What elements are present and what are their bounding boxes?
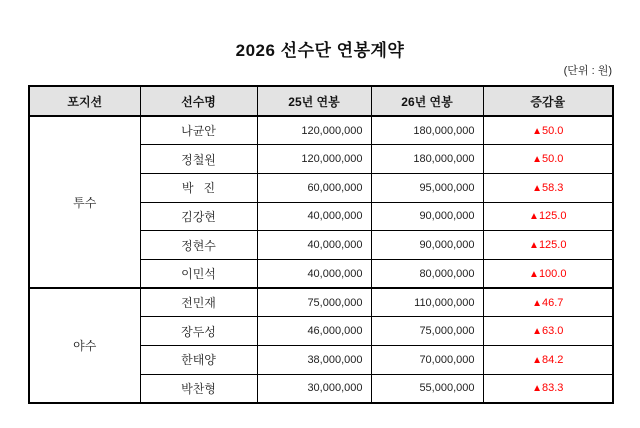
change-rate-cell	[483, 346, 613, 375]
change-rate-value: 58.3	[541, 181, 564, 194]
up-triangle-icon: ▲	[529, 268, 539, 280]
change-rate-cell	[483, 231, 613, 260]
change-rate-value: 50.0	[541, 124, 564, 137]
salary-2026-cell: 70,000,000	[371, 346, 483, 375]
salary-2026-cell: 80,000,000	[371, 259, 483, 288]
up-triangle-icon: ▲	[532, 326, 542, 338]
salary-2025-cell: 75,000,000	[257, 288, 371, 317]
player-name-cell: 박 진	[140, 173, 257, 202]
salary-2026-cell: 180,000,000	[371, 145, 483, 174]
salary-2025-cell: 60,000,000	[257, 173, 371, 202]
change-rate-cell	[483, 317, 613, 346]
change-rate-value: 125.0	[538, 239, 567, 252]
salary-2026-cell: 95,000,000	[371, 173, 483, 202]
player-name-column-header: 선수명	[140, 86, 257, 116]
salary-2026-cell: 55,000,000	[371, 374, 483, 403]
change-rate-cell	[483, 259, 613, 288]
change-rate-value: 63.0	[541, 325, 564, 338]
up-triangle-icon: ▲	[529, 240, 539, 252]
change-rate-value: 100.0	[538, 267, 567, 280]
change-rate-cell	[483, 116, 613, 145]
change-rate-cell	[483, 374, 613, 403]
salary-2026-column-header: 26년 연봉	[371, 86, 483, 116]
change-rate-value: 83.3	[541, 382, 564, 395]
salary-2025-cell: 46,000,000	[257, 317, 371, 346]
salary-2025-cell: 120,000,000	[257, 116, 371, 145]
position-cell-fielder: 야수	[29, 288, 140, 403]
salary-2026-cell: 90,000,000	[371, 202, 483, 231]
player-name-cell: 장두성	[140, 317, 257, 346]
table-row	[29, 116, 613, 145]
change-rate-value: 84.2	[541, 353, 564, 366]
change-rate-cell	[483, 145, 613, 174]
salary-2025-cell: 40,000,000	[257, 231, 371, 260]
table-row	[29, 288, 613, 317]
salary-2026-cell: 110,000,000	[371, 288, 483, 317]
player-name-cell: 김강현	[140, 202, 257, 231]
salary-2026-cell: 90,000,000	[371, 231, 483, 260]
salary-2025-cell: 40,000,000	[257, 259, 371, 288]
unit-note: (단위 : 원)	[563, 65, 612, 77]
salary-2025-column-header: 25년 연봉	[257, 86, 371, 116]
up-triangle-icon: ▲	[532, 125, 542, 137]
player-name-cell: 정철원	[140, 145, 257, 174]
table-header-row	[29, 86, 613, 116]
salary-2026-cell: 180,000,000	[371, 116, 483, 145]
change-rate-cell	[483, 173, 613, 202]
player-name-cell: 정현수	[140, 231, 257, 260]
change-rate-cell	[483, 202, 613, 231]
page-title: 2026 선수단 연봉계약	[235, 41, 405, 60]
salary-2025-cell: 40,000,000	[257, 202, 371, 231]
salary-table	[28, 85, 614, 404]
up-triangle-icon: ▲	[532, 297, 542, 309]
up-triangle-icon: ▲	[532, 383, 542, 395]
position-column-header: 포지션	[29, 86, 140, 116]
change-rate-value: 50.0	[541, 153, 564, 166]
salary-2025-cell: 38,000,000	[257, 346, 371, 375]
change-rate-value: 46.7	[541, 296, 564, 309]
change-rate-cell	[483, 288, 613, 317]
change-rate-value: 125.0	[538, 210, 567, 223]
position-cell-pitcher: 투수	[29, 116, 140, 288]
player-name-cell: 이민석	[140, 259, 257, 288]
up-triangle-icon: ▲	[532, 354, 542, 366]
change-rate-column-header: 증감율	[483, 86, 613, 116]
salary-2025-cell: 30,000,000	[257, 374, 371, 403]
player-name-cell: 전민재	[140, 288, 257, 317]
player-name-cell: 나균안	[140, 116, 257, 145]
up-triangle-icon: ▲	[532, 182, 542, 194]
up-triangle-icon: ▲	[529, 211, 539, 223]
player-name-cell: 박찬형	[140, 374, 257, 403]
salary-2026-cell: 75,000,000	[371, 317, 483, 346]
player-name-cell: 한태양	[140, 346, 257, 375]
up-triangle-icon: ▲	[532, 154, 542, 166]
salary-2025-cell: 120,000,000	[257, 145, 371, 174]
